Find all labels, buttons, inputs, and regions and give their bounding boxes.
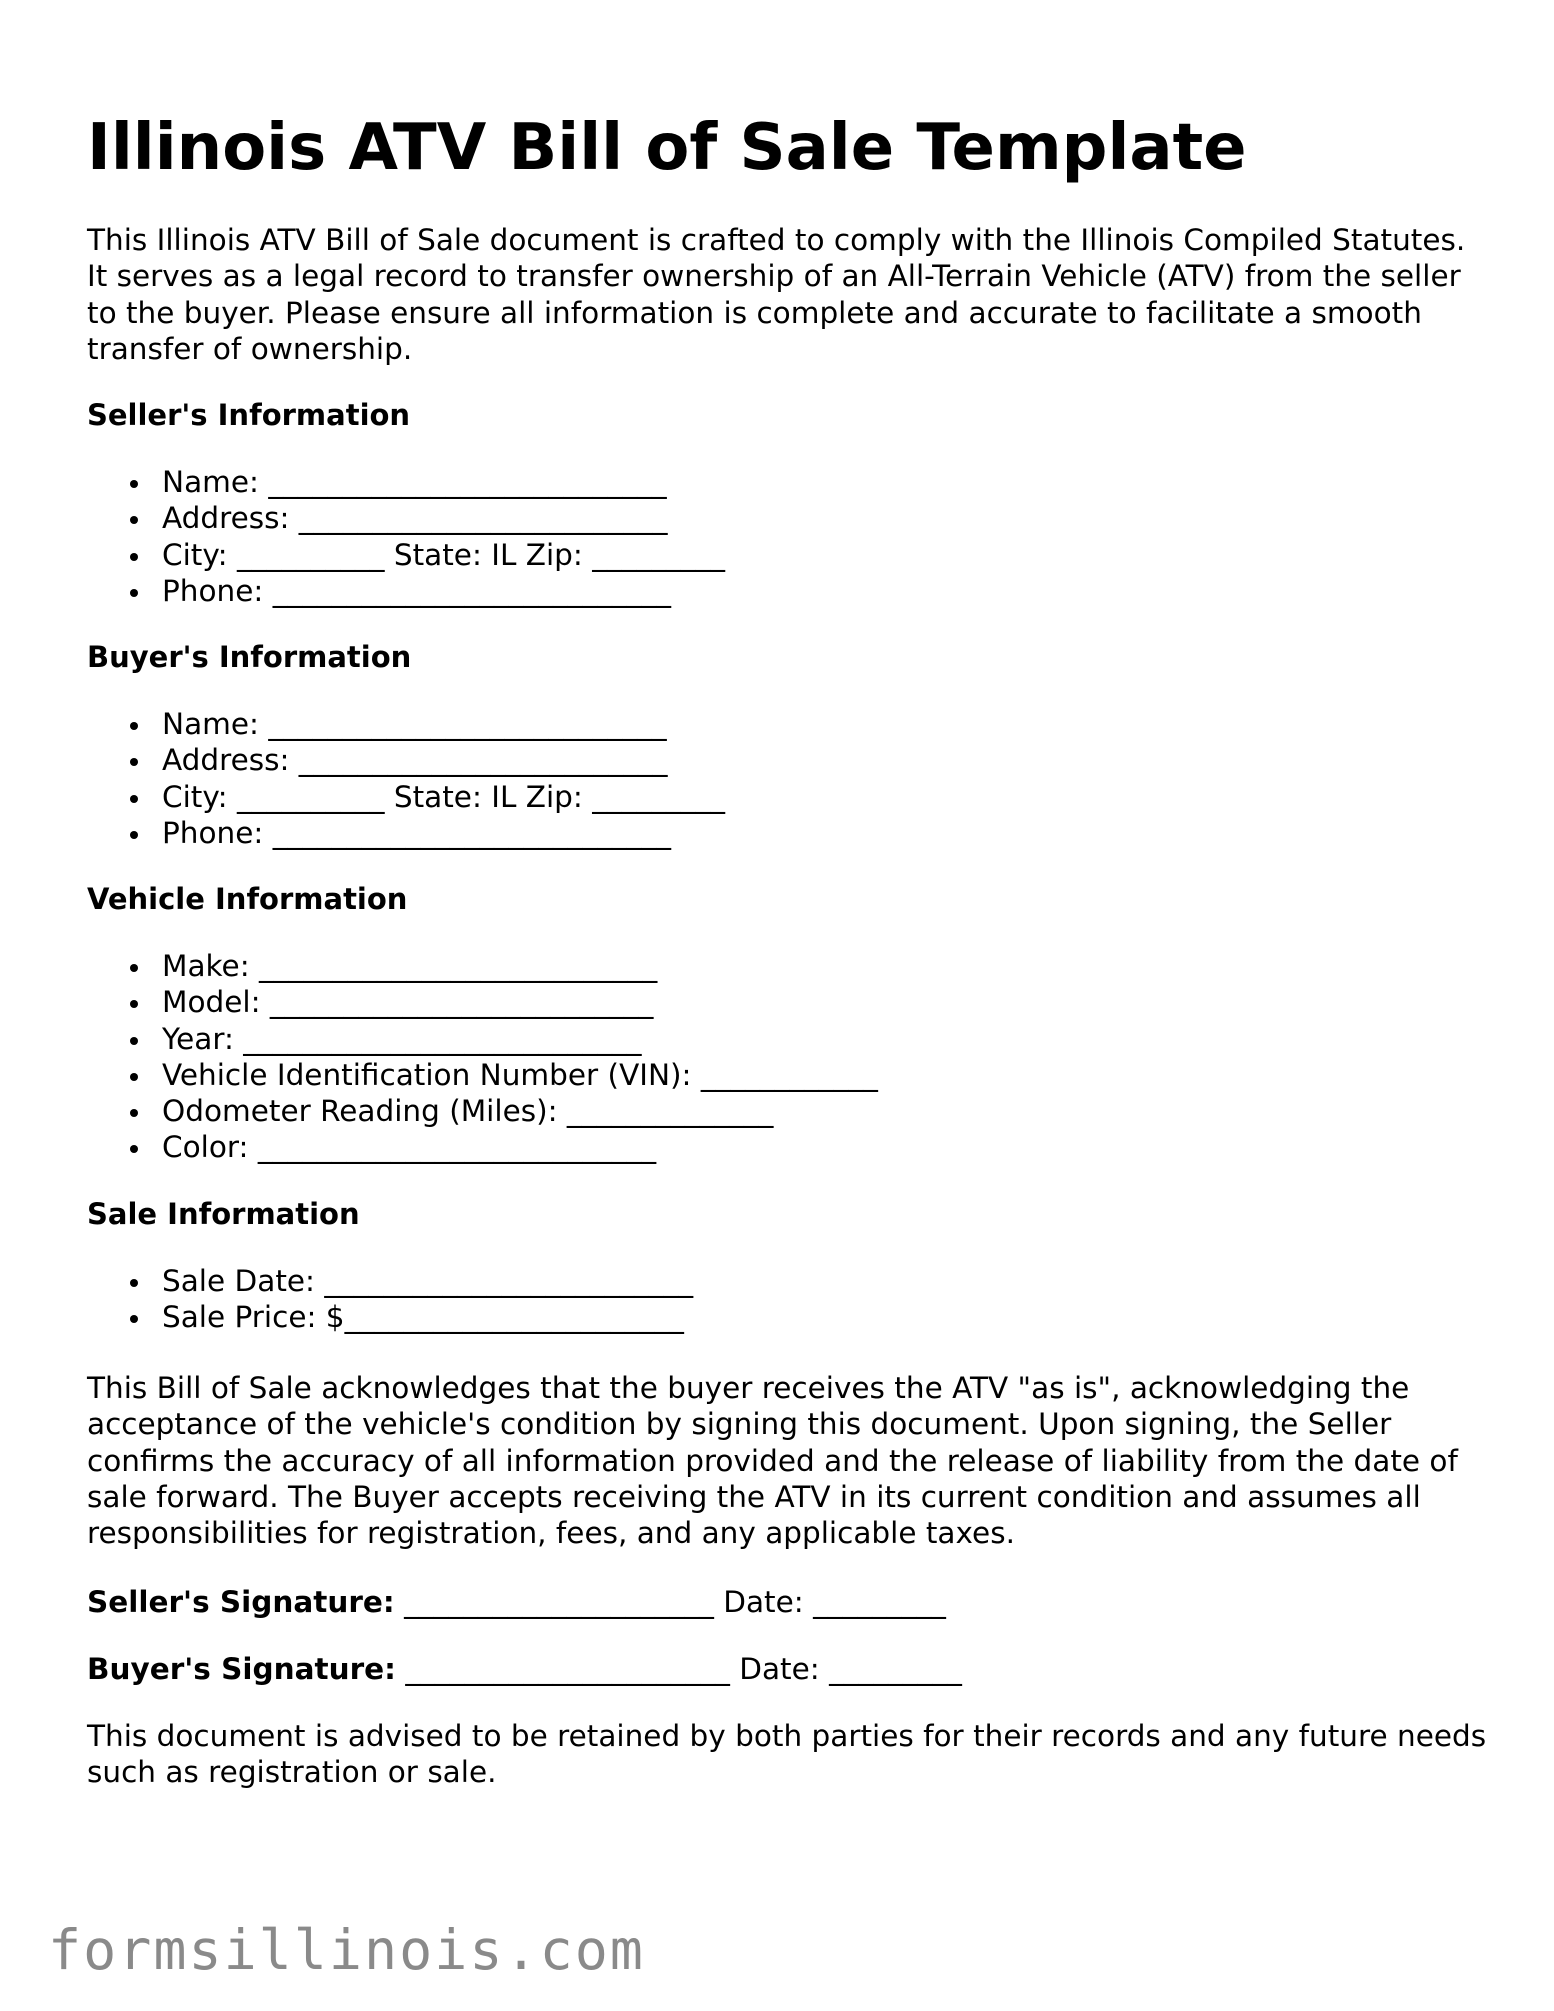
vehicle-vin-field: Vehicle Identification Number (VIN): ____________ [87, 1057, 878, 1093]
closing-paragraph: This document is advised to be retained by both parties for their records and any future needs such as registration or sale. [87, 1719, 1487, 1790]
sale-price-field: Sale Price: $_______________________ [87, 1299, 693, 1335]
vehicle-odometer-field: Odometer Reading (Miles): ______________ [87, 1093, 878, 1129]
seller-signature-label: Seller's Signature: [87, 1585, 395, 1619]
buyer-signature-blanks: ______________________ Date: _________ [395, 1652, 962, 1686]
document-title: Illinois ATV Bill of Sale Template [87, 111, 1247, 185]
vehicle-year-field: Year: ___________________________ [87, 1021, 878, 1057]
seller-signature-blanks: _____________________ Date: _________ [394, 1585, 946, 1619]
intro-paragraph: This Illinois ATV Bill of Sale document is crafted to comply with the Illinois Compiled Statutes. It serves as a legal record to transfer ownership of an All-Terrain Vehicle (ATV) from the seller to the buyer. Please ensure all information is complete and accurate to facilitate a smooth transfer of ownership. [87, 223, 1466, 366]
watermark: formsillinois.com [48, 1918, 645, 1982]
buyer-signature-label: Buyer's Signature: [87, 1652, 396, 1686]
buyer-name-field: Name: ___________________________ [87, 706, 725, 742]
buyer-field-list [87, 706, 725, 851]
vehicle-field-list [87, 948, 878, 1166]
seller-phone-field: Phone: ___________________________ [87, 573, 725, 609]
vehicle-make-field: Make: ___________________________ [87, 948, 878, 984]
buyer-signature-line [87, 1651, 962, 1687]
seller-name-field: Name: ___________________________ [87, 464, 725, 500]
sale-heading: Sale Information [87, 1197, 360, 1231]
seller-signature-line [87, 1584, 946, 1620]
buyer-city-state-zip-field: City: __________ State: IL Zip: _________ [87, 779, 725, 815]
sale-date-field: Sale Date: _________________________ [87, 1263, 693, 1299]
vehicle-heading: Vehicle Information [87, 882, 408, 916]
acknowledgement-paragraph: This Bill of Sale acknowledges that the buyer receives the ATV "as is", acknowledging the acceptance of the vehicle's condition by signing this document. Upon signing, the Seller confirms the accuracy of all information provided and the release of liability from the date of sale forward. The Buyer accepts receiving the ATV in its current condition and assumes all responsibilities for registration, fees, and any applicable taxes. [87, 1371, 1458, 1551]
buyer-phone-field: Phone: ___________________________ [87, 815, 725, 851]
seller-field-list [87, 464, 725, 609]
vehicle-color-field: Color: ___________________________ [87, 1129, 878, 1165]
seller-address-field: Address: _________________________ [87, 500, 725, 536]
sale-field-list [87, 1263, 693, 1336]
seller-heading: Seller's Information [87, 398, 411, 432]
vehicle-model-field: Model: __________________________ [87, 984, 878, 1020]
seller-city-state-zip-field: City: __________ State: IL Zip: _________ [87, 537, 725, 573]
buyer-address-field: Address: _________________________ [87, 742, 725, 778]
buyer-heading: Buyer's Information [87, 640, 412, 674]
